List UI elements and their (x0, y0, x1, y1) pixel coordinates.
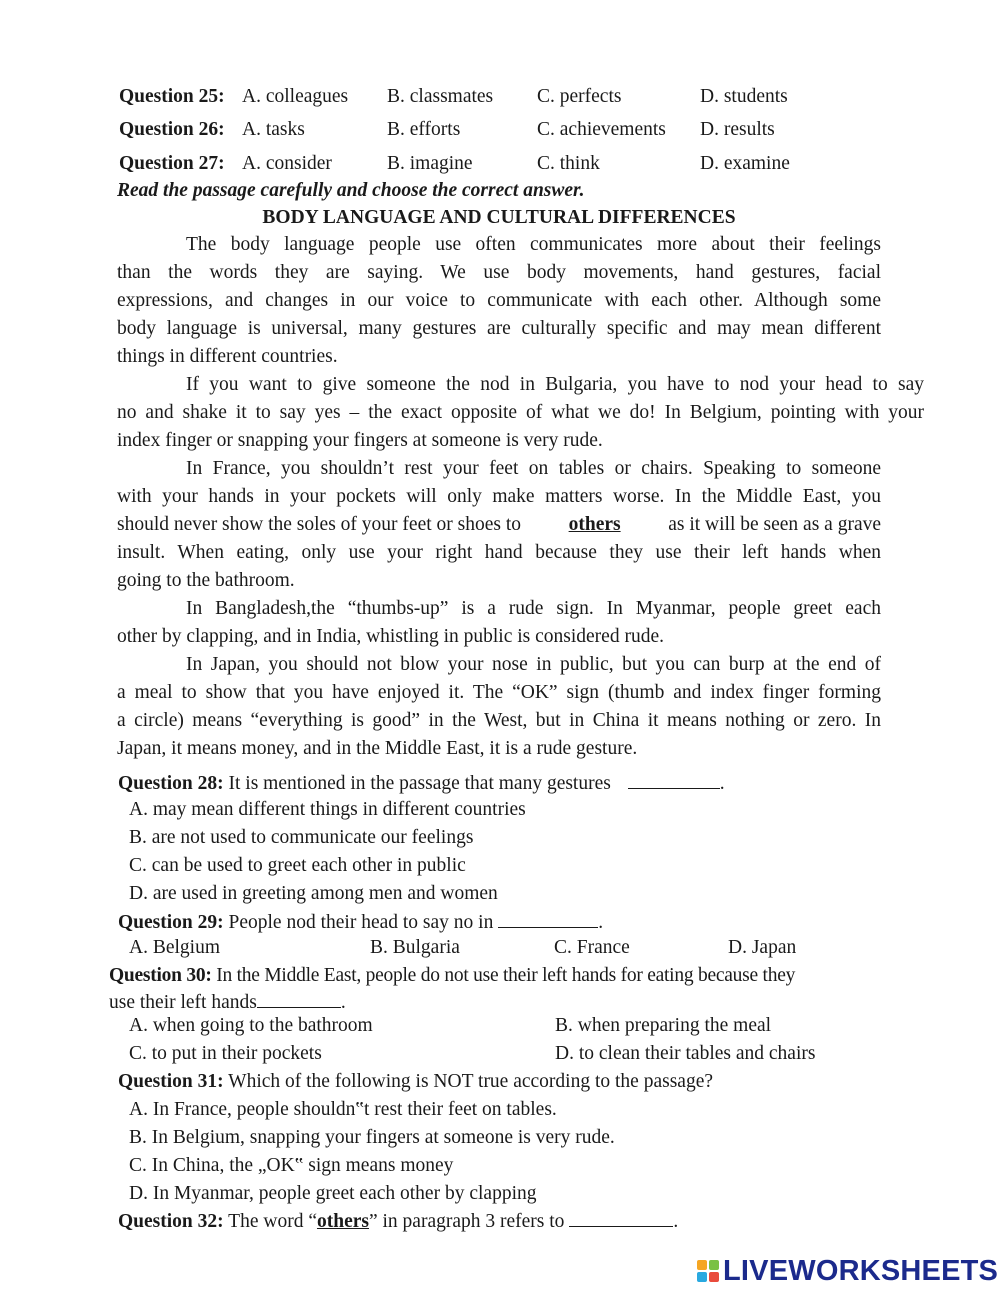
question-text: People nod their head to say no in (228, 912, 494, 933)
option-d[interactable]: D. In Myanmar, people greet each other by clapping (129, 1183, 537, 1204)
answer-blank[interactable] (628, 770, 720, 789)
question-text: use their left hands (109, 992, 257, 1013)
passage-line (117, 513, 881, 537)
answer-blank[interactable] (569, 1208, 673, 1227)
question-30-stem (109, 964, 795, 988)
passage-line: In Japan, you should not blow your nose in public, but you can burp at the end of (186, 654, 881, 675)
question-26-label: Question 26: (119, 119, 225, 140)
option-a[interactable]: A. when going to the bathroom (129, 1015, 373, 1036)
logo-text: LIVEWORKSHEETS (723, 1254, 999, 1287)
option-a[interactable]: A. colleagues (242, 86, 349, 107)
option-a[interactable]: A. tasks (242, 119, 305, 140)
passage-line: If you want to give someone the nod in Bulgaria, you have to nod your head to say (186, 374, 924, 395)
liveworksheets-logo (697, 1254, 998, 1288)
question-31-stem (118, 1070, 713, 1094)
question-25-label: Question 25: (119, 86, 225, 107)
question-label: Question 32: (118, 1211, 224, 1232)
answer-blank[interactable] (257, 989, 341, 1008)
question-label: Question 28: (118, 773, 224, 794)
option-b[interactable]: B. imagine (387, 153, 473, 174)
question-text: The word “ (228, 1211, 317, 1232)
passage-line: In France, you shouldn’t rest your feet on tables or chairs. Speaking to someone (186, 458, 881, 479)
option-d[interactable]: D. Japan (728, 937, 797, 958)
option-c[interactable]: C. to put in their pockets (129, 1043, 322, 1064)
question-label: Question 29: (118, 912, 224, 933)
option-c[interactable]: C. think (537, 153, 600, 174)
logo-square (697, 1260, 707, 1270)
instruction: Read the passage carefully and choose the correct answer. (117, 180, 585, 201)
passage-line: other by clapping, and in India, whistling in public is considered rude. (117, 626, 664, 647)
question-text: In the Middle East, people do not use their left hands for eating because they (216, 965, 796, 986)
option-c[interactable]: C. achievements (537, 119, 666, 140)
question-30-stem-line2: use their left hands . (109, 989, 346, 1015)
passage-title: BODY LANGUAGE AND CULTURAL DIFFERENCES (262, 207, 736, 228)
underlined-word-others: others (568, 514, 621, 535)
option-b[interactable]: B. when preparing the meal (555, 1015, 772, 1036)
question-text: Which of the following is NOT true according to the passage? (228, 1071, 714, 1092)
option-a[interactable]: A. In France, people shouldn‟t rest their feet on tables. (129, 1099, 557, 1120)
passage-line: going to the bathroom. (117, 570, 295, 591)
passage-line: no and shake it to say yes – the exact opposite of what we do! In Belgium, pointing with your (117, 402, 924, 423)
passage-line: than the words they are saying. We use body movements, hand gestures, facial (117, 262, 881, 283)
passage-line: a meal to show that you have enjoyed it. The “OK” sign (thumb and index finger forming (117, 682, 881, 703)
option-b[interactable]: B. are not used to communicate our feelings (129, 827, 474, 848)
logo-square (697, 1272, 707, 1282)
passage-line: In Bangladesh,the “thumbs-up” is a rude sign. In Myanmar, people greet each (186, 598, 881, 619)
question-32-stem: Question 32: The word “others” in paragraph 3 refers to . (118, 1208, 678, 1234)
question-28-stem: Question 28: It is mentioned in the passage that many gestures . (118, 770, 725, 796)
option-c[interactable]: C. perfects (537, 86, 622, 107)
question-text: ” in paragraph 3 refers to (368, 1211, 565, 1232)
option-a[interactable]: A. consider (242, 153, 332, 174)
option-d[interactable]: D. examine (700, 153, 790, 174)
passage-line: things in different countries. (117, 346, 338, 367)
option-d[interactable]: D. to clean their tables and chairs (555, 1043, 816, 1064)
logo-square (709, 1260, 719, 1270)
passage-line: body language is universal, many gestures are culturally specific and may mean different (117, 318, 881, 339)
question-29-stem: Question 29: People nod their head to say no in . (118, 909, 603, 935)
logo-mark-icon (697, 1260, 719, 1282)
line-text: as it will be seen as a grave (668, 514, 881, 535)
option-b[interactable]: B. Bulgaria (370, 937, 460, 958)
passage-line: Japan, it means money, and in the Middle East, it is a rude gesture. (117, 738, 638, 759)
passage-line: index finger or snapping your fingers at someone is very rude. (117, 430, 603, 451)
option-b[interactable]: B. In Belgium, snapping your fingers at someone is very rude. (129, 1127, 615, 1148)
underlined-word-others: others (316, 1211, 369, 1232)
passage-line: with your hands in your pockets will only make matters worse. In the Middle East, you (117, 486, 881, 507)
question-label: Question 31: (118, 1071, 224, 1092)
logo-square (709, 1272, 719, 1282)
option-b[interactable]: B. classmates (387, 86, 494, 107)
option-b[interactable]: B. efforts (387, 119, 461, 140)
question-label: Question 30: (109, 965, 212, 986)
passage-line: a circle) means “everything is good” in the West, but in China it means nothing or zero. In (117, 710, 881, 731)
option-c[interactable]: C. can be used to greet each other in public (129, 855, 466, 876)
passage-line: expressions, and changes in our voice to communicate with each other. Although some (117, 290, 881, 311)
option-d[interactable]: D. students (700, 86, 788, 107)
option-d[interactable]: D. results (700, 119, 775, 140)
option-c[interactable]: C. France (554, 937, 630, 958)
question-27-label: Question 27: (119, 153, 225, 174)
question-text: It is mentioned in the passage that many gestures (228, 773, 611, 794)
option-d[interactable]: D. are used in greeting among men and women (129, 883, 498, 904)
line-text: should never show the soles of your feet or shoes to (117, 514, 522, 535)
option-c[interactable]: C. In China, the „OK‟ sign means money (129, 1155, 454, 1176)
passage-line: insult. When eating, only use your right hand because they use their left hands when (117, 542, 881, 563)
option-a[interactable]: A. may mean different things in different countries (129, 799, 526, 820)
option-a[interactable]: A. Belgium (129, 937, 220, 958)
answer-blank[interactable] (498, 909, 598, 928)
passage-line: The body language people use often communicates more about their feelings (186, 234, 881, 255)
